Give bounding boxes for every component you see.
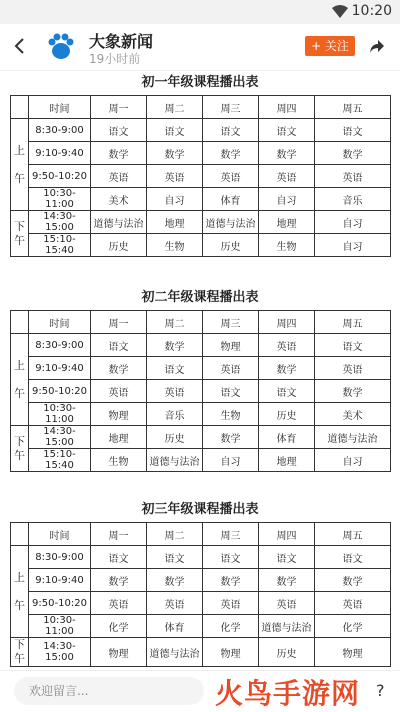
column-header: 周一 bbox=[91, 311, 147, 334]
subject-cell: 英语 bbox=[91, 380, 147, 403]
publish-time: 19小时前 bbox=[89, 52, 141, 66]
subject-cell: 英语 bbox=[203, 165, 259, 188]
time-cell: 9:10-9:40 bbox=[29, 142, 91, 165]
subject-cell: 数学 bbox=[259, 357, 315, 380]
table-row bbox=[11, 569, 391, 592]
subject-cell: 英语 bbox=[203, 592, 259, 615]
table-row bbox=[11, 638, 391, 667]
period-label: 上 午 bbox=[11, 334, 29, 426]
share-icon[interactable] bbox=[368, 37, 386, 55]
time-cell: 14:30-15:00 bbox=[29, 638, 91, 667]
column-header: 周三 bbox=[203, 523, 259, 546]
bottom-bar bbox=[0, 670, 400, 712]
time-cell: 15:10-15:40 bbox=[29, 234, 91, 257]
watermark-logo: 火鸟手游网 bbox=[215, 677, 361, 710]
time-cell: 8:30-9:00 bbox=[29, 119, 91, 142]
subject-cell: 音乐 bbox=[315, 188, 391, 211]
subject-cell: 体育 bbox=[147, 615, 203, 638]
schedule-title: 初二年级课程播出表 bbox=[141, 290, 259, 305]
subject-cell: 物理 bbox=[203, 638, 259, 667]
schedule-section bbox=[0, 70, 400, 256]
table-row bbox=[11, 380, 391, 403]
column-header: 周二 bbox=[147, 311, 203, 334]
article-content bbox=[0, 70, 400, 670]
schedule-title: 初三年级课程播出表 bbox=[141, 502, 259, 517]
subject-cell: 自习 bbox=[259, 188, 315, 211]
subject-cell: 历史 bbox=[203, 234, 259, 257]
subject-cell: 道德与法治 bbox=[259, 615, 315, 638]
time-cell: 10:30-11:00 bbox=[29, 403, 91, 426]
subject-cell: 化学 bbox=[315, 615, 391, 638]
schedule-table bbox=[10, 95, 391, 257]
table-row bbox=[11, 449, 391, 472]
time-cell: 9:50-10:20 bbox=[29, 380, 91, 403]
period-label: 下 午 bbox=[11, 426, 29, 472]
column-header: 周二 bbox=[147, 523, 203, 546]
status-bar bbox=[0, 0, 400, 24]
subject-cell: 数学 bbox=[91, 569, 147, 592]
subject-cell: 语文 bbox=[91, 119, 147, 142]
subject-cell: 语文 bbox=[203, 546, 259, 569]
table-corner-cell bbox=[11, 311, 29, 334]
subject-cell: 英语 bbox=[315, 357, 391, 380]
table-corner-cell bbox=[11, 96, 29, 119]
subject-cell: 数学 bbox=[259, 142, 315, 165]
subject-cell: 英语 bbox=[203, 357, 259, 380]
column-header: 周一 bbox=[91, 523, 147, 546]
table-row bbox=[11, 403, 391, 426]
subject-cell: 道德与法治 bbox=[147, 638, 203, 667]
subject-cell: 英语 bbox=[259, 334, 315, 357]
column-header: 周三 bbox=[203, 96, 259, 119]
period-label: 上 午 bbox=[11, 546, 29, 638]
column-header: 时间 bbox=[29, 96, 91, 119]
subject-cell: 生物 bbox=[259, 234, 315, 257]
subject-cell: 数学 bbox=[203, 569, 259, 592]
schedule-section bbox=[0, 285, 400, 471]
subject-cell: 道德与法治 bbox=[91, 211, 147, 234]
subject-cell: 数学 bbox=[315, 380, 391, 403]
period-label: 上 午 bbox=[11, 119, 29, 211]
subject-cell: 语文 bbox=[259, 546, 315, 569]
subject-cell: 英语 bbox=[315, 592, 391, 615]
subject-cell: 语文 bbox=[315, 334, 391, 357]
subject-cell: 语文 bbox=[147, 357, 203, 380]
time-cell: 9:10-9:40 bbox=[29, 357, 91, 380]
table-row bbox=[11, 119, 391, 142]
table-row bbox=[11, 142, 391, 165]
time-cell: 9:50-10:20 bbox=[29, 592, 91, 615]
subject-cell: 体育 bbox=[203, 188, 259, 211]
subject-cell: 数学 bbox=[203, 142, 259, 165]
column-header: 周五 bbox=[315, 311, 391, 334]
subject-cell: 英语 bbox=[259, 592, 315, 615]
column-header: 周五 bbox=[315, 96, 391, 119]
source-name[interactable]: 大象新闻 bbox=[89, 32, 154, 51]
subject-cell: 英语 bbox=[91, 165, 147, 188]
table-row bbox=[11, 188, 391, 211]
subject-cell: 英语 bbox=[147, 165, 203, 188]
subject-cell: 语文 bbox=[203, 119, 259, 142]
comment-input[interactable]: 欢迎留言... bbox=[14, 677, 204, 705]
subject-cell: 历史 bbox=[259, 638, 315, 667]
table-row bbox=[11, 165, 391, 188]
time-cell: 9:50-10:20 bbox=[29, 165, 91, 188]
subject-cell: 物理 bbox=[91, 638, 147, 667]
table-row bbox=[11, 426, 391, 449]
subject-cell: 地理 bbox=[259, 449, 315, 472]
subject-cell: 语文 bbox=[259, 380, 315, 403]
table-row bbox=[11, 234, 391, 257]
subject-cell: 历史 bbox=[91, 234, 147, 257]
schedule-section bbox=[0, 497, 400, 665]
time-cell: 14:30-15:00 bbox=[29, 426, 91, 449]
subject-cell: 自习 bbox=[315, 449, 391, 472]
subject-cell: 自习 bbox=[147, 188, 203, 211]
table-row bbox=[11, 357, 391, 380]
source-avatar[interactable] bbox=[44, 30, 78, 64]
subject-cell: 自习 bbox=[315, 234, 391, 257]
subject-cell: 自习 bbox=[315, 211, 391, 234]
subject-cell: 数学 bbox=[147, 569, 203, 592]
subject-cell: 生物 bbox=[91, 449, 147, 472]
subject-cell: 语文 bbox=[147, 119, 203, 142]
follow-button[interactable]: + 关注 bbox=[305, 36, 355, 56]
subject-cell: 美术 bbox=[315, 403, 391, 426]
table-row bbox=[11, 615, 391, 638]
subject-cell: 语文 bbox=[91, 334, 147, 357]
table-row bbox=[11, 211, 391, 234]
table-row bbox=[11, 334, 391, 357]
subject-cell: 语文 bbox=[147, 546, 203, 569]
subject-cell: 音乐 bbox=[147, 403, 203, 426]
table-row bbox=[11, 592, 391, 615]
subject-cell: 英语 bbox=[259, 165, 315, 188]
subject-cell: 美术 bbox=[91, 188, 147, 211]
column-header: 周四 bbox=[259, 523, 315, 546]
status-time: 10:20 bbox=[351, 3, 392, 19]
column-header: 时间 bbox=[29, 311, 91, 334]
subject-cell: 数学 bbox=[147, 142, 203, 165]
schedule-table bbox=[10, 522, 391, 667]
wifi-icon bbox=[332, 5, 348, 19]
column-header: 周四 bbox=[259, 311, 315, 334]
subject-cell: 地理 bbox=[147, 211, 203, 234]
schedule-table bbox=[10, 310, 391, 472]
subject-cell: 道德与法治 bbox=[315, 426, 391, 449]
subject-cell: 英语 bbox=[147, 380, 203, 403]
time-cell: 15:10-15:40 bbox=[29, 449, 91, 472]
column-header: 周五 bbox=[315, 523, 391, 546]
time-cell: 10:30-11:00 bbox=[29, 615, 91, 638]
subject-cell: 道德与法治 bbox=[203, 211, 259, 234]
column-header: 周三 bbox=[203, 311, 259, 334]
subject-cell: 生物 bbox=[147, 234, 203, 257]
back-arrow-icon[interactable] bbox=[10, 36, 30, 56]
column-header: 周四 bbox=[259, 96, 315, 119]
subject-cell: 语文 bbox=[259, 119, 315, 142]
subject-cell: 自习 bbox=[203, 449, 259, 472]
column-header: 时间 bbox=[29, 523, 91, 546]
subject-cell: 英语 bbox=[91, 592, 147, 615]
help-icon[interactable]: ? bbox=[376, 681, 385, 700]
subject-cell: 历史 bbox=[147, 426, 203, 449]
table-row bbox=[11, 546, 391, 569]
subject-cell: 地理 bbox=[91, 426, 147, 449]
column-header: 周二 bbox=[147, 96, 203, 119]
subject-cell: 语文 bbox=[91, 546, 147, 569]
subject-cell: 英语 bbox=[147, 592, 203, 615]
subject-cell: 物理 bbox=[203, 334, 259, 357]
period-label: 下 午 bbox=[11, 638, 29, 667]
subject-cell: 物理 bbox=[315, 638, 391, 667]
subject-cell: 体育 bbox=[259, 426, 315, 449]
subject-cell: 生物 bbox=[203, 403, 259, 426]
subject-cell: 物理 bbox=[91, 403, 147, 426]
subject-cell: 化学 bbox=[91, 615, 147, 638]
time-cell: 14:30-15:00 bbox=[29, 211, 91, 234]
subject-cell: 地理 bbox=[259, 211, 315, 234]
column-header: 周一 bbox=[91, 96, 147, 119]
subject-cell: 数学 bbox=[315, 142, 391, 165]
subject-cell: 英语 bbox=[315, 165, 391, 188]
subject-cell: 语文 bbox=[315, 546, 391, 569]
table-corner-cell bbox=[11, 523, 29, 546]
article-header bbox=[0, 24, 400, 71]
subject-cell: 数学 bbox=[259, 569, 315, 592]
subject-cell: 数学 bbox=[91, 142, 147, 165]
subject-cell: 数学 bbox=[203, 426, 259, 449]
subject-cell: 数学 bbox=[315, 569, 391, 592]
period-label: 下 午 bbox=[11, 211, 29, 257]
subject-cell: 数学 bbox=[147, 334, 203, 357]
time-cell: 10:30-11:00 bbox=[29, 188, 91, 211]
subject-cell: 语文 bbox=[203, 380, 259, 403]
time-cell: 8:30-9:00 bbox=[29, 546, 91, 569]
schedule-title: 初一年级课程播出表 bbox=[141, 75, 259, 90]
subject-cell: 化学 bbox=[203, 615, 259, 638]
subject-cell: 语文 bbox=[315, 119, 391, 142]
time-cell: 9:10-9:40 bbox=[29, 569, 91, 592]
subject-cell: 数学 bbox=[91, 357, 147, 380]
subject-cell: 道德与法治 bbox=[147, 449, 203, 472]
subject-cell: 历史 bbox=[259, 403, 315, 426]
time-cell: 8:30-9:00 bbox=[29, 334, 91, 357]
